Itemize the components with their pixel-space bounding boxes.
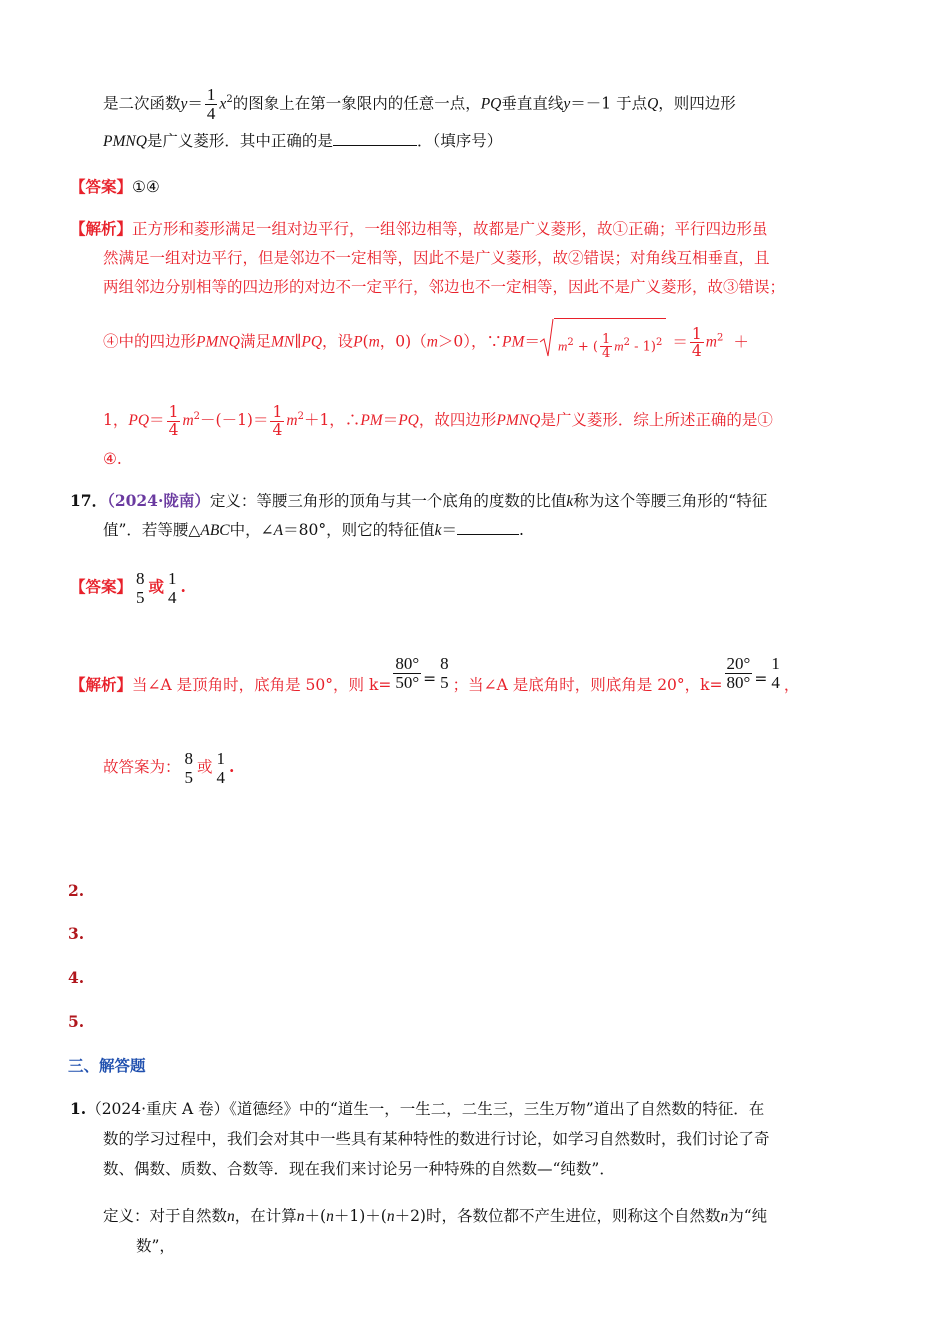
q17-line2: 值”．若等腰△ABC中，∠A＝80°，则它的特征值k＝ . — [103, 518, 524, 543]
fraction-1-4: 1 4 — [168, 568, 177, 607]
answer-blank — [457, 518, 519, 535]
q16-analysis-line5: 1，PQ＝ $\frac{1}{4}$ $m^2-(-1)=$ $\frac{1}{4}$ $m^2+1$，∴PM＝PQ，故四边形PMNQ是广义菱形．综上所述正确的是① — [103, 403, 773, 439]
radical-sign-icon — [540, 318, 554, 358]
section-heading: 三、解答题 — [68, 1056, 146, 1075]
q17-line1: 17．（2024·陇南）定义：等腰三角形的顶角与其一个底角的度数的比值k称为这个等腰三角形的“特征 — [70, 491, 768, 510]
list-item: 2. — [68, 881, 85, 900]
q1-line3: 数、偶数、质数、合数等．现在我们来讨论另一种特殊的自然数—“纯数”． — [103, 1160, 615, 1178]
list-item: 5. — [68, 1012, 85, 1031]
q1-line2: 数的学习过程中，我们会对其中一些具有某种特性的数进行讨论，如学习自然数时，我们讨论了奇 — [103, 1130, 770, 1148]
list-item: 3. — [68, 924, 85, 943]
fraction-one-quarter: $\frac{1}{4}$ — [206, 85, 216, 123]
q1-definition: 定义：对于自然数n，在计算n＋(n＋1)＋(n＋2)时，各数位都不产生进位，则称这个自然数n为“纯 — [103, 1207, 768, 1225]
q16-analysis-line6: ④. — [103, 450, 122, 468]
q16-answer: 【答案】①④ — [70, 177, 160, 196]
q16-line1: 是二次函数y＝ $\frac{1}{4}$ $x^2$的图象上在第一象限内的任意一点，PQ垂直直线y＝－1 于点Q，则四边形 — [103, 85, 736, 123]
q16-analysis-line1: 【解析】正方形和菱形满足一组对边平行，一组邻边相等，故都是广义菱形，故①正确；平行四边形虽 — [70, 219, 768, 238]
answer-blank — [333, 129, 417, 146]
q1-definition-line2: 数”， — [136, 1237, 175, 1255]
q16-line2: PMNQ是广义菱形．其中正确的是 ．（填序号） — [103, 129, 502, 154]
list-item: 4. — [68, 968, 85, 987]
fraction-8-5: 8 5 — [136, 568, 145, 607]
q17-analysis: 【解析】当∠A 是顶角时，底角是 50°，则 k= $\frac{80^\circ}{50^\circ}$ = 8 5 ；当∠A 是底角时，则底角是 20°，k= $\frac{20^\circ}{80^\circ}$ = 1 4 ， — [70, 654, 800, 694]
q17-answer: 【答案】 8 5 或 1 4 . — [70, 568, 186, 607]
q16-analysis-line2: 然满足一组对边平行，但是邻边不一定相等，因此不是广义菱形，故②错误；对角线互相垂直，且 — [103, 249, 770, 267]
q16-analysis-line3: 两组邻边分别相等的四边形的对边不一定平行，邻边也不一定相等，因此不是广义菱形，故③错误； — [103, 278, 786, 296]
square-root-expression: $m^2$ + ( $\frac{1}{4}$ $m^2 - 1)^2$ — [540, 318, 666, 367]
q1-line1: 1.（2024·重庆 A 卷）《道德经》中的“道生一，一生二，二生三，三生万物”道出了自然数的特征．在 — [70, 1099, 765, 1118]
q16-analysis-line4: ④中的四边形PMNQ满足MN∥PQ，设P(m，0)（m＞0），∵PM＝ $m^2$ + ( $\frac{1}{4}$ $m^2 - 1)^2$ ＝ $\frac{1}{4}$ $m^2$ ＋ — [103, 318, 749, 367]
q17-final-answer: 故答案为： 8 5 或 1 4 . — [103, 748, 235, 787]
